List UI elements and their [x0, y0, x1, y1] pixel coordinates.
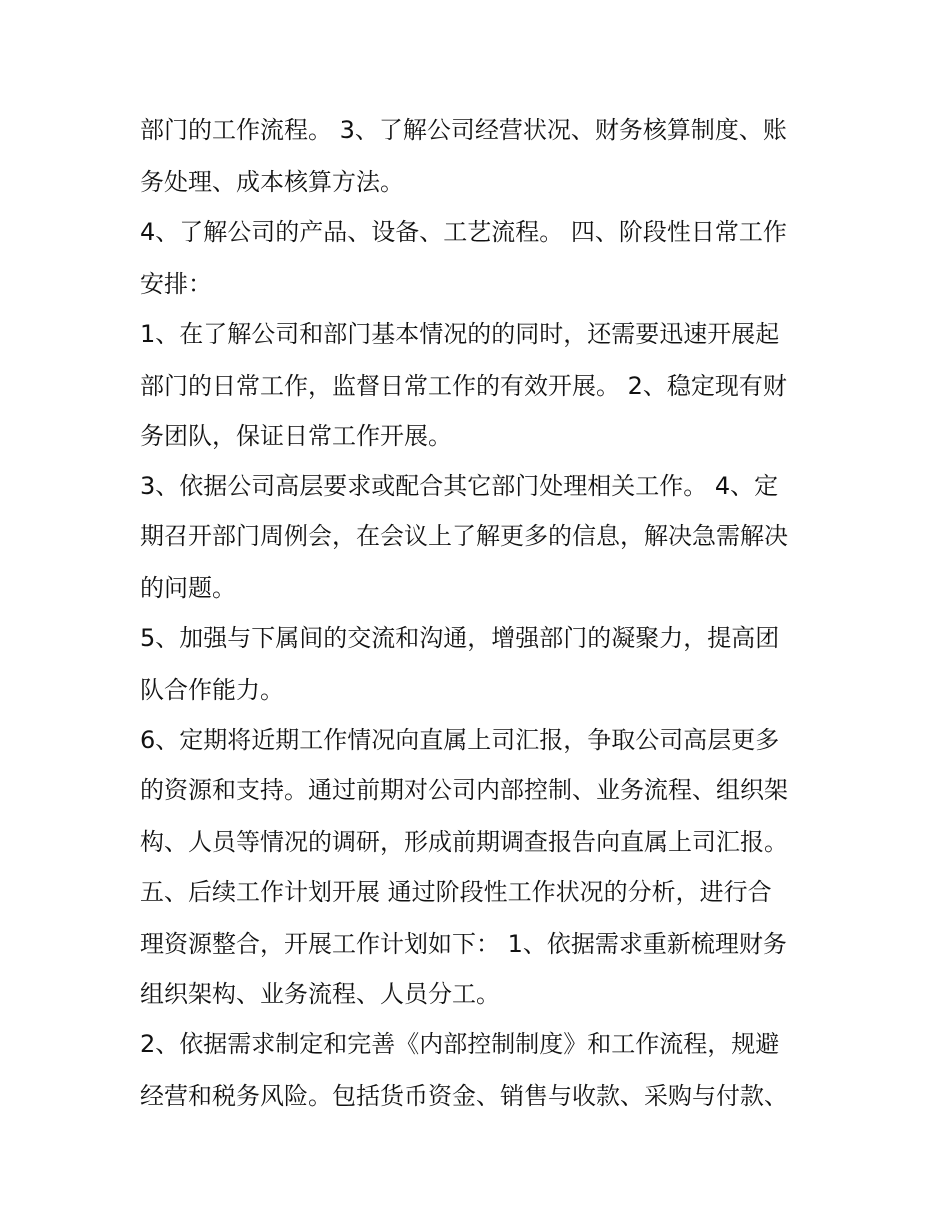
text-line: 1、在了解公司和部门基本情况的的同时，还需要迅速开展起 [140, 320, 780, 348]
text-line: 务处理、成本核算方法。 [140, 168, 404, 196]
text-line: 3、依据公司高层要求或配合其它部门处理相关工作。 4、定 [140, 472, 779, 500]
text-line: 理资源整合，开展工作计划如下： 1、依据需求重新梳理财务 [140, 930, 787, 958]
text-line: 部门的日常工作，监督日常工作的有效开展。 2、稳定现有财 [140, 372, 787, 400]
text-line: 组织架构、业务流程、人员分工。 [140, 980, 500, 1008]
text-line: 构、人员等情况的调研，形成前期调查报告向直属上司汇报。 [140, 828, 788, 856]
text-line: 2、依据需求制定和完善《内部控制制度》和工作流程，规避 [140, 1030, 780, 1058]
text-line: 期召开部门周例会，在会议上了解更多的信息，解决急需解决 [140, 522, 788, 550]
text-line: 队合作能力。 [140, 676, 284, 704]
text-line: 五、后续工作计划开展 通过阶段性工作状况的分析，进行合 [140, 878, 772, 906]
text-line: 的问题。 [140, 574, 236, 602]
text-line: 务团队，保证日常工作开展。 [140, 422, 452, 450]
text-line: 的资源和支持。通过前期对公司内部控制、业务流程、组织架 [140, 776, 788, 804]
text-line: 安排： [140, 270, 212, 298]
text-line: 6、定期将近期工作情况向直属上司汇报，争取公司高层更多 [140, 726, 780, 754]
text-line: 部门的工作流程。 3、了解公司经营状况、财务核算制度、账 [140, 116, 787, 144]
text-line: 5、加强与下属间的交流和沟通，增强部门的凝聚力，提高团 [140, 624, 780, 652]
text-line: 4、了解公司的产品、设备、工艺流程。 四、阶段性日常工作 [140, 218, 787, 246]
text-line: 经营和税务风险。包括货币资金、销售与收款、采购与付款、 [140, 1082, 788, 1110]
